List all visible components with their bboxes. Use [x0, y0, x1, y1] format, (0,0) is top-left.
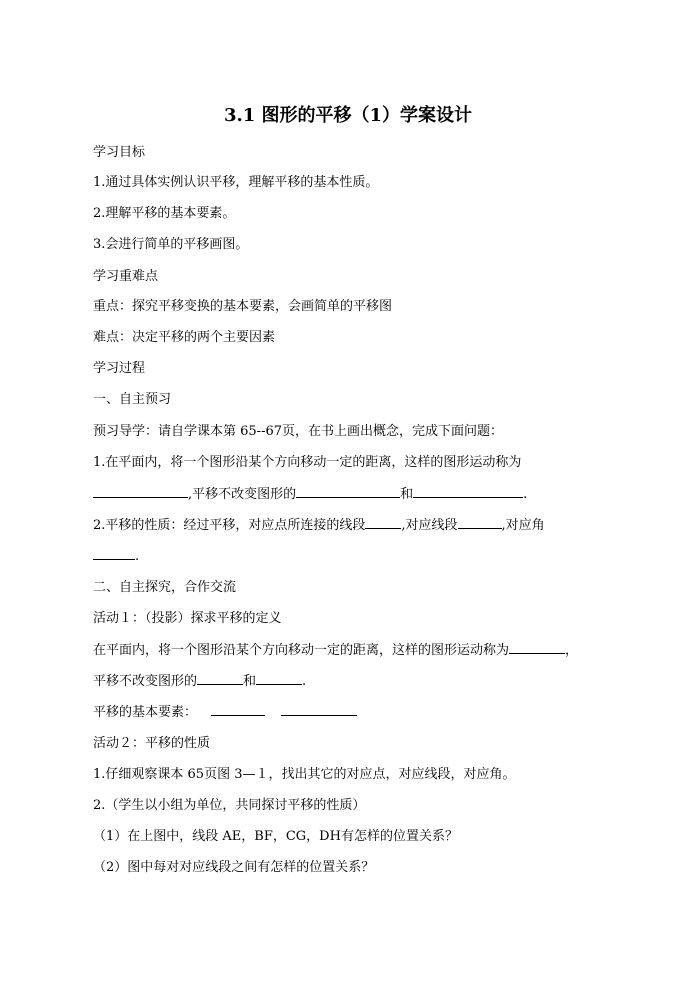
keypoints-heading: 学习重难点 — [93, 269, 159, 284]
question-2-end: . — [135, 549, 140, 564]
question-1-and: 和 — [400, 487, 414, 502]
activity-1-line-2 — [93, 672, 306, 691]
question-1-text: ,平移不改变图形的 — [188, 487, 297, 502]
activity-2-heading: 活动２：平移的性质 — [93, 736, 211, 751]
question-2-sep-2: ,对应角 — [501, 518, 545, 533]
elements-label: 平移的基本要素： — [93, 705, 198, 720]
question-1-end: . — [523, 487, 528, 502]
question-1-line-1: 1.在平面内，将一个图形沿某个方向移动一定的距离，这样的图形运动称为 — [93, 455, 522, 470]
key-point: 重点：探究平移变换的基本要素，会画简单的平移图 — [93, 299, 393, 314]
question-2-text: 2.平移的性质：经过平移，对应点所连接的线段 — [93, 518, 366, 533]
page-title: 3.1 图形的平移（1）学案设计 — [223, 105, 473, 126]
fill-blank — [93, 547, 135, 560]
fill-blank — [413, 485, 523, 498]
fill-blank — [256, 672, 302, 685]
question-2-line-1 — [93, 516, 545, 535]
goal-2: 2.理解平移的基本要素。 — [93, 206, 236, 221]
goals-heading: 学习目标 — [93, 145, 146, 160]
group-task: 2.（学生以小组为单位，共同探讨平移的性质） — [93, 798, 366, 813]
activity-1-line-1 — [93, 641, 578, 660]
fill-blank — [458, 516, 502, 529]
fill-blank — [93, 485, 188, 498]
activity-1-heading: 活动１：（投影）探求平移的定义 — [93, 611, 282, 626]
process-heading: 学习过程 — [93, 361, 146, 376]
activity-1-text: 在平面内，将一个图形沿某个方向移动一定的距离，这样的图形运动称为 — [93, 643, 510, 658]
activity-1-end: . — [302, 674, 307, 689]
difficulty-point: 难点：决定平移的两个主要因素 — [93, 330, 276, 345]
part1-heading: 一、自主预习 — [93, 392, 172, 407]
question-2-sep-1: ,对应线段 — [401, 518, 458, 533]
activity-1-text-2: 平移不改变图形的 — [93, 674, 198, 689]
goal-1: 1.通过具体实例认识平移，理解平移的基本性质。 — [93, 175, 379, 190]
fill-blank — [296, 485, 400, 498]
preview-instruction: 预习导学：请自学课本第 65--67页，在书上画出概念，完成下面问题： — [93, 424, 504, 439]
question-1-line-2 — [93, 485, 527, 504]
fill-blank — [197, 672, 243, 685]
part2-heading: 二、自主探究，合作交流 — [93, 580, 237, 595]
observation-task: 1.仔细观察课本 65页图 3—１，找出其它的对应点，对应线段，对应角。 — [93, 767, 516, 782]
fill-blank — [281, 703, 357, 716]
activity-1-comma: ， — [565, 643, 579, 658]
sub-question-1: （1）在上图中，线段 AE，BF，CG，DH有怎样的位置关系？ — [93, 829, 458, 844]
fill-blank — [509, 641, 565, 654]
activity-1-and: 和 — [243, 674, 257, 689]
sub-question-2: （2）图中每对对应线段之间有怎样的位置关系？ — [93, 860, 375, 875]
elements-line — [93, 703, 357, 722]
goal-3: 3.会进行简单的平移画图。 — [93, 237, 249, 252]
fill-blank — [211, 703, 265, 716]
question-2-line-2 — [93, 547, 139, 566]
fill-blank — [365, 516, 401, 529]
